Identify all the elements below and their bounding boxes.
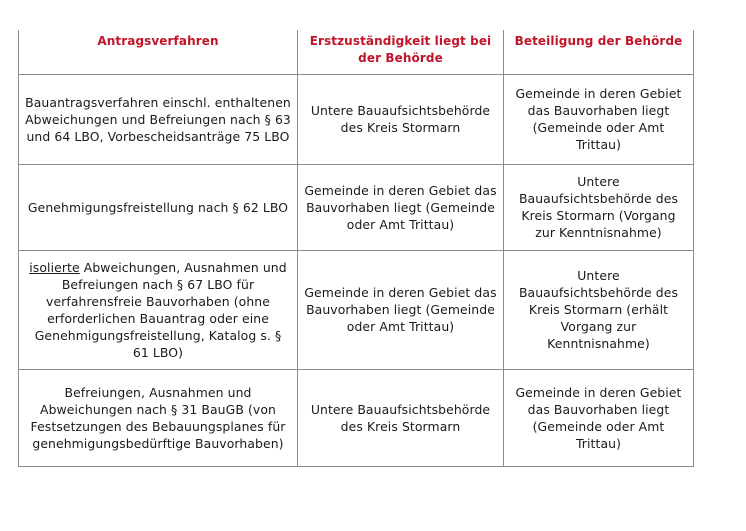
primary-authority-cell: Untere Bauaufsichtsbehörde des Kreis Stormarn bbox=[298, 74, 504, 164]
table-row bbox=[19, 369, 694, 466]
procedure-cell: Genehmigungsfreistellung nach § 62 LBO bbox=[19, 164, 298, 250]
participation-cell: Untere Bauaufsichtsbehörde des Kreis Stormarn (Vorgang zur Kenntnisnahme) bbox=[504, 164, 694, 250]
table-header-row bbox=[19, 30, 694, 74]
table-row bbox=[19, 74, 694, 164]
procedure-cell: Bauantragsverfahren einschl. enthaltenen Abweichungen und Befreiungen nach § 63 und 64 LBO, Vorbescheidsanträge 75 LBO bbox=[19, 74, 298, 164]
header-beteiligung: Beteiligung der Behörde bbox=[504, 30, 694, 74]
table-row bbox=[19, 164, 694, 250]
isolated-keyword: isolierte bbox=[29, 259, 80, 275]
table-row bbox=[19, 250, 694, 369]
header-antragsverfahren: Antragsverfahren bbox=[19, 30, 298, 74]
procedure-cell bbox=[19, 250, 298, 369]
procedure-cell: Befreiungen, Ausnahmen und Abweichungen nach § 31 BauGB (von Festsetzungen des Bebauungsplanes für genehmigungsbedürftige Bauvorhaben) bbox=[19, 369, 298, 466]
authority-table bbox=[18, 30, 694, 467]
primary-authority-cell: Gemeinde in deren Gebiet das Bauvorhaben liegt (Gemeinde oder Amt Trittau) bbox=[298, 164, 504, 250]
header-erstzustaendigkeit: Erstzuständigkeit liegt bei der Behörde bbox=[298, 30, 504, 74]
participation-cell: Gemeinde in deren Gebiet das Bauvorhaben liegt (Gemeinde oder Amt Trittau) bbox=[504, 369, 694, 466]
primary-authority-cell: Gemeinde in deren Gebiet das Bauvorhaben liegt (Gemeinde oder Amt Trittau) bbox=[298, 250, 504, 369]
procedure-text: Abweichungen, Ausnahmen und Befreiungen nach § 67 LBO für verfahrensfreie Bauvorhaben (ohne erforderlichen Bauantrag oder eine Genehmigungsfreistellung, Katalog s. § 61 LBO) bbox=[34, 259, 287, 360]
participation-cell: Untere Bauaufsichtsbehörde des Kreis Stormarn (erhält Vorgang zur Kenntnisnahme) bbox=[504, 250, 694, 369]
participation-cell: Gemeinde in deren Gebiet das Bauvorhaben liegt (Gemeinde oder Amt Trittau) bbox=[504, 74, 694, 164]
primary-authority-cell: Untere Bauaufsichtsbehörde des Kreis Stormarn bbox=[298, 369, 504, 466]
